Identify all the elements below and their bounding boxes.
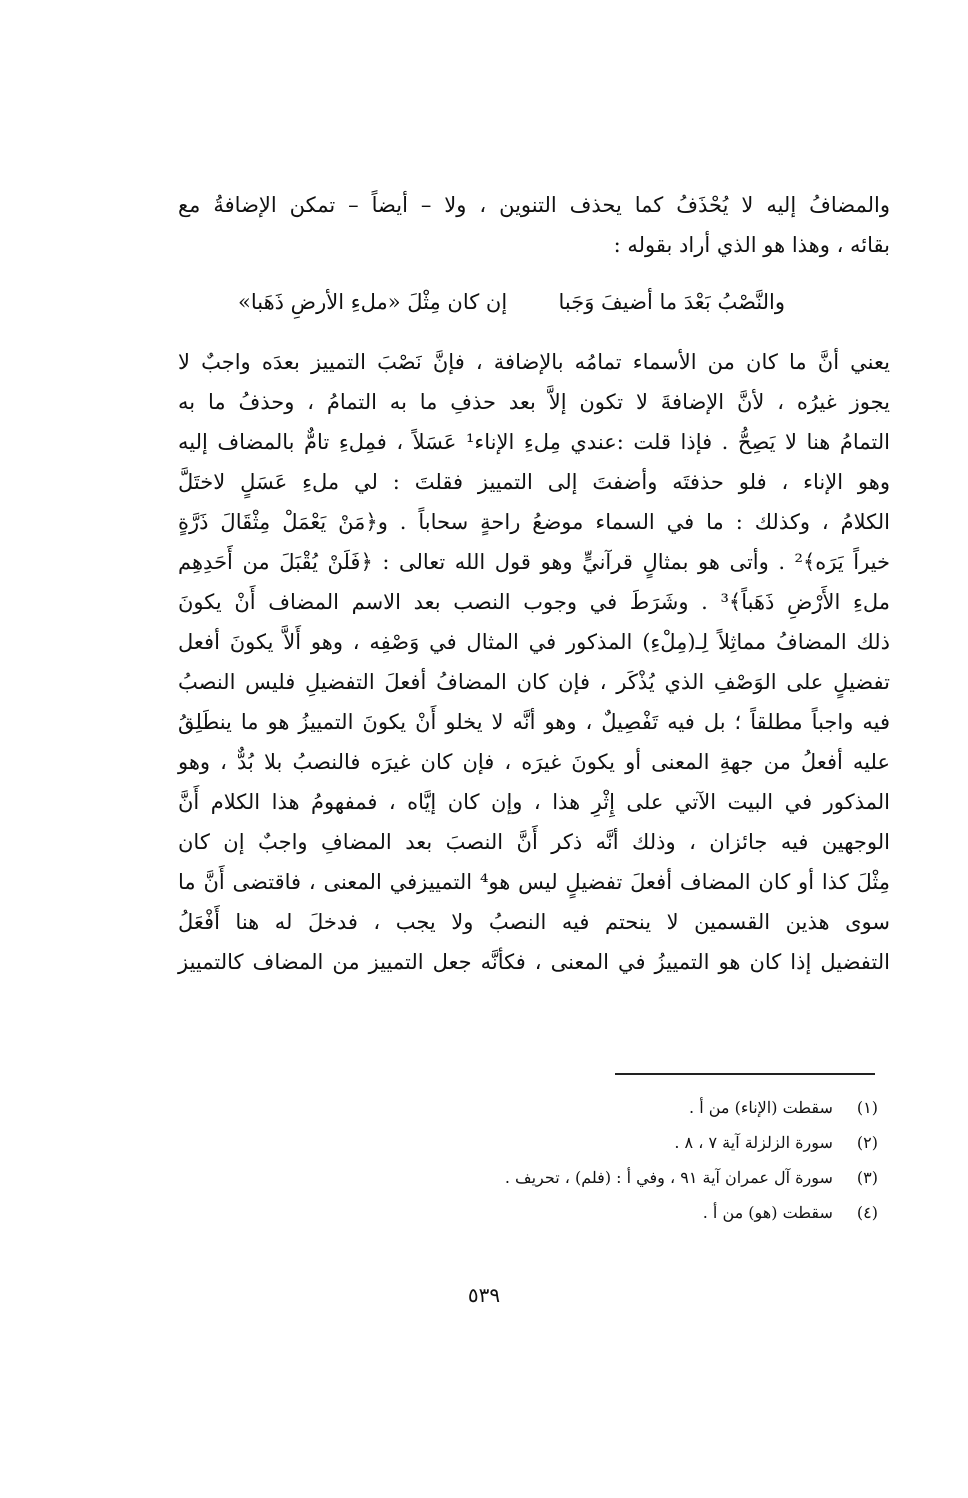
intro-paragraph <box>178 185 890 265</box>
commentary-line: تفضيلٍ على الوَصْفِ الذي يُذْكَر ، فإن كان المضافُ أفعلَ التفضيلِ فليس النصبُ <box>178 670 890 694</box>
commentary-paragraph <box>178 342 890 982</box>
intro-line-2: بقائه ، وهذا هو الذي أراد بقوله : <box>613 233 890 257</box>
footnote-text: سورة آل عمران آية ٩١ ، وفي أ : (فلم) ، تحريف . <box>504 1168 833 1187</box>
commentary-line: ملءِ الأَرْضِ ذَهَباً﴾³ . وشَرَطَ في وجوب النصب بعد الاسم المضاف أَنْ يكونَ <box>178 590 890 614</box>
footnote-number: (٣) <box>856 1168 878 1187</box>
commentary-line: التمامُ هنا لا يَصِحُّ . فإذا قلت :عندي مِلءِ الإناء¹ عَسَلاً ، فمِلءِ تامٌّ بالمضاف إليه <box>178 430 890 454</box>
footnote-text: سقطت (الإناء) من أ . <box>689 1098 833 1117</box>
commentary-line: وهو الإناء ، فلو حذفتَه وأضفتَ إلى التمييز فقلتَ : لي ملءِ عَسَلٍ لاختَلَّ <box>178 470 890 494</box>
verse-second-hemistich: إن كان مِثْلَ «ملءِ الأرضِ ذَهَبا» <box>238 290 508 314</box>
commentary-line: الوجهين فيه جائزان ، وذلك أنَّه ذكر أَنَّ النصبَ بعد المضافِ واجبٌ إن كان <box>178 830 890 854</box>
commentary-line: خيراً يَرَه﴾² . وأتى هو بمثالٍ قرآنيٍّ وهو قول الله تعالى : ﴿فَلَنْ يُقْبَلَ من أَحَدِهِم <box>178 550 890 574</box>
footnote-number: (٢) <box>856 1133 878 1152</box>
verse <box>178 290 890 326</box>
verse-first-hemistich: والنَّصْبُ بَعْدَ ما أضيفَ وَجَبا <box>558 290 785 314</box>
footnote-divider <box>615 1073 875 1075</box>
commentary-line: الكلامُ ، وكذلك : ما في السماء موضعُ راحةٍ سحاباً . و﴿مَنْ يَعْمَلْ مِثْقَالَ ذَرَّةٍ <box>178 510 890 534</box>
intro-line-1: والمضافُ إليه لا يُحْذَفُ كما يحذف التنوين ، ولا – أيضاً – تمكن الإضافةُ مع <box>178 193 890 217</box>
commentary-line: سوى هذين القسمين لا ينحتم فيه النصبُ ولا يجب ، فدخلَ له هنا أَفْعَلُ <box>178 910 890 934</box>
footnote <box>358 1160 878 1195</box>
footnote <box>358 1090 878 1125</box>
commentary-line: عليه أفعلُ من جهةِ المعنى أو يكونَ غيرَه ، فإن كان غيرَه فالنصبُ بلا بُدٌّ ، وهو <box>178 750 890 774</box>
commentary-line: ذلك المضافُ مماثِلاً لِـ(مِلْءِ) المذكور في المثال في وَصْفِه ، وهو أَلاَّ يكونَ أفعل <box>178 630 890 654</box>
footnote <box>358 1195 878 1230</box>
commentary-line: التفضيل إذا كان هو التمييزُ في المعنى ، فكأنَّه جعل التمييز من المضاف كالتمييز <box>178 950 890 974</box>
page-number: ٥٣٩ <box>467 1283 501 1307</box>
footnote <box>358 1125 878 1160</box>
footnotes <box>358 1090 878 1230</box>
commentary-line: فيه واجباً مطلقاً ؛ بل فيه تَفْصِيلٌ ، وهو أنَّه لا يخلو أَنْ يكونَ التمييزُ هو ما ينطَلِقُ <box>178 710 890 734</box>
footnote-text: سقطت (هو) من أ . <box>702 1203 833 1222</box>
footnote-number: (١) <box>856 1098 878 1117</box>
commentary-line: المذكور في البيت الآتي على إِثْرِ هذا ، وإن كان إيَّاه ، فمفهومُ هذا الكلام أَنَّ <box>178 790 890 814</box>
commentary-line: مِثْلَ كذا أو كان المضاف أفعلَ تفضيلٍ ليس هو⁴ التمييزفي المعنى ، فاقتضى أَنَّ ما <box>178 870 890 894</box>
footnote-number: (٤) <box>856 1203 878 1222</box>
commentary-line: يعني أنَّ ما كان من الأسماء تمامُه بالإضافة ، فإنَّ نَصْبَ التمييز بعدَه واجبٌ لا <box>178 350 890 374</box>
footnote-text: سورة الزلزلة آية ٧ ، ٨ . <box>674 1133 833 1152</box>
commentary-line: يجوز غيرُه ، لأنَّ الإضافةَ لا تكون إلاَّ بعد حذفِ ما به التمامُ ، وحذفُ ما به <box>178 390 890 414</box>
